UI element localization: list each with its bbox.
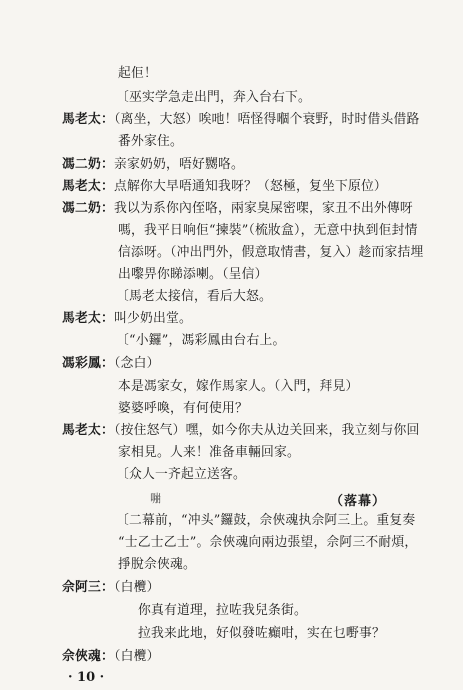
dialogue-line: 你真有道理，拉咗我兒条街。 <box>138 603 307 618</box>
dialogue-line: 馮彩鳳：（念白） <box>62 356 160 371</box>
dialogue-line: 馮二奶：亲家奶奶，唔好嬲咯。 <box>62 157 244 172</box>
curtain-heading: （落幕） <box>330 494 387 509</box>
dialogue-line: 嗎，我平日响佢“揀裝”（梳妝盒），无意中执到佢封情 <box>118 223 418 238</box>
dialogue-line: 出嚟畀你睇添喇。（呈信） <box>118 267 268 282</box>
dialogue-line: 番外家住。 <box>118 134 183 149</box>
dialogue-line: 本是馮家女，嫁作馬家人。（入門，拜見） <box>118 379 359 394</box>
speaker-name: 佘俠魂： <box>62 649 114 664</box>
dialogue-line: 馬老太：叫少奶出堂。 <box>62 311 192 326</box>
dialogue-line: 信添呀。（冲出門外，假意取情書，复入）趁而家拮埋 <box>118 245 424 260</box>
speaker-name: 佘阿三： <box>62 580 114 595</box>
stage-direction: “士乙士乙士”。佘俠魂向兩边張望，佘阿三不耐煩， <box>118 535 418 550</box>
stray-mark: 嘣 <box>150 492 161 505</box>
dialogue-line: 馬老太：（按住怒气）嘿，如今你夫从边关回来，我立刻与你回 <box>62 423 420 438</box>
dialogue-line: 佘阿三：（白欖） <box>62 580 160 595</box>
dialogue-line: 家相見。人来！准备車輛回家。 <box>118 445 300 460</box>
dialogue-line: 婆婆呼喚，有何使用？ <box>118 401 248 416</box>
speaker-name: 馬老太： <box>62 423 114 438</box>
stage-direction: 〔二幕前，“冲头”鑼鼓，佘俠魂执佘阿三上。重复奏 <box>116 513 416 528</box>
speaker-name: 馬老太： <box>62 112 114 127</box>
dialogue-line: 起佢！ <box>118 66 157 81</box>
stage-direction: 〔众人一齐起立送客。 <box>116 467 246 482</box>
speaker-name: 馮彩鳳： <box>62 356 114 371</box>
stage-direction: 〔馬老太接信，看后大怒。 <box>116 289 272 304</box>
speaker-name: 馬老太： <box>62 179 114 194</box>
dialogue-line: 佘俠魂：（白欖） <box>62 649 160 664</box>
dialogue-line: 馬老太：（离坐，大怒）唉吔！唔怪得嗰个衰野，时时借头借路 <box>62 112 420 127</box>
dialogue-line: 拉我来此地，好似發咗癲咁，实在乜嘢事？ <box>138 626 385 641</box>
dialogue-line: 馮二奶：我以为系你內侄咯，兩家臭屎密㗎，家丑不出外傳呀 <box>62 201 413 216</box>
page-number: · 10 · <box>68 670 105 685</box>
stage-direction: 〔巫实学急走出門，奔入台右下。 <box>116 90 311 105</box>
speaker-name: 馮二奶： <box>62 201 114 216</box>
dialogue-line: 馬老太：点解你大早唔通知我呀？（怒極，复坐下原位） <box>62 179 387 194</box>
stage-direction: 〔“小鑼”，馮彩鳳由台右上。 <box>116 333 286 348</box>
speaker-name: 馬老太： <box>62 311 114 326</box>
stage-direction: 掙脫佘俠魂。 <box>118 557 196 572</box>
speaker-name: 馮二奶： <box>62 157 114 172</box>
